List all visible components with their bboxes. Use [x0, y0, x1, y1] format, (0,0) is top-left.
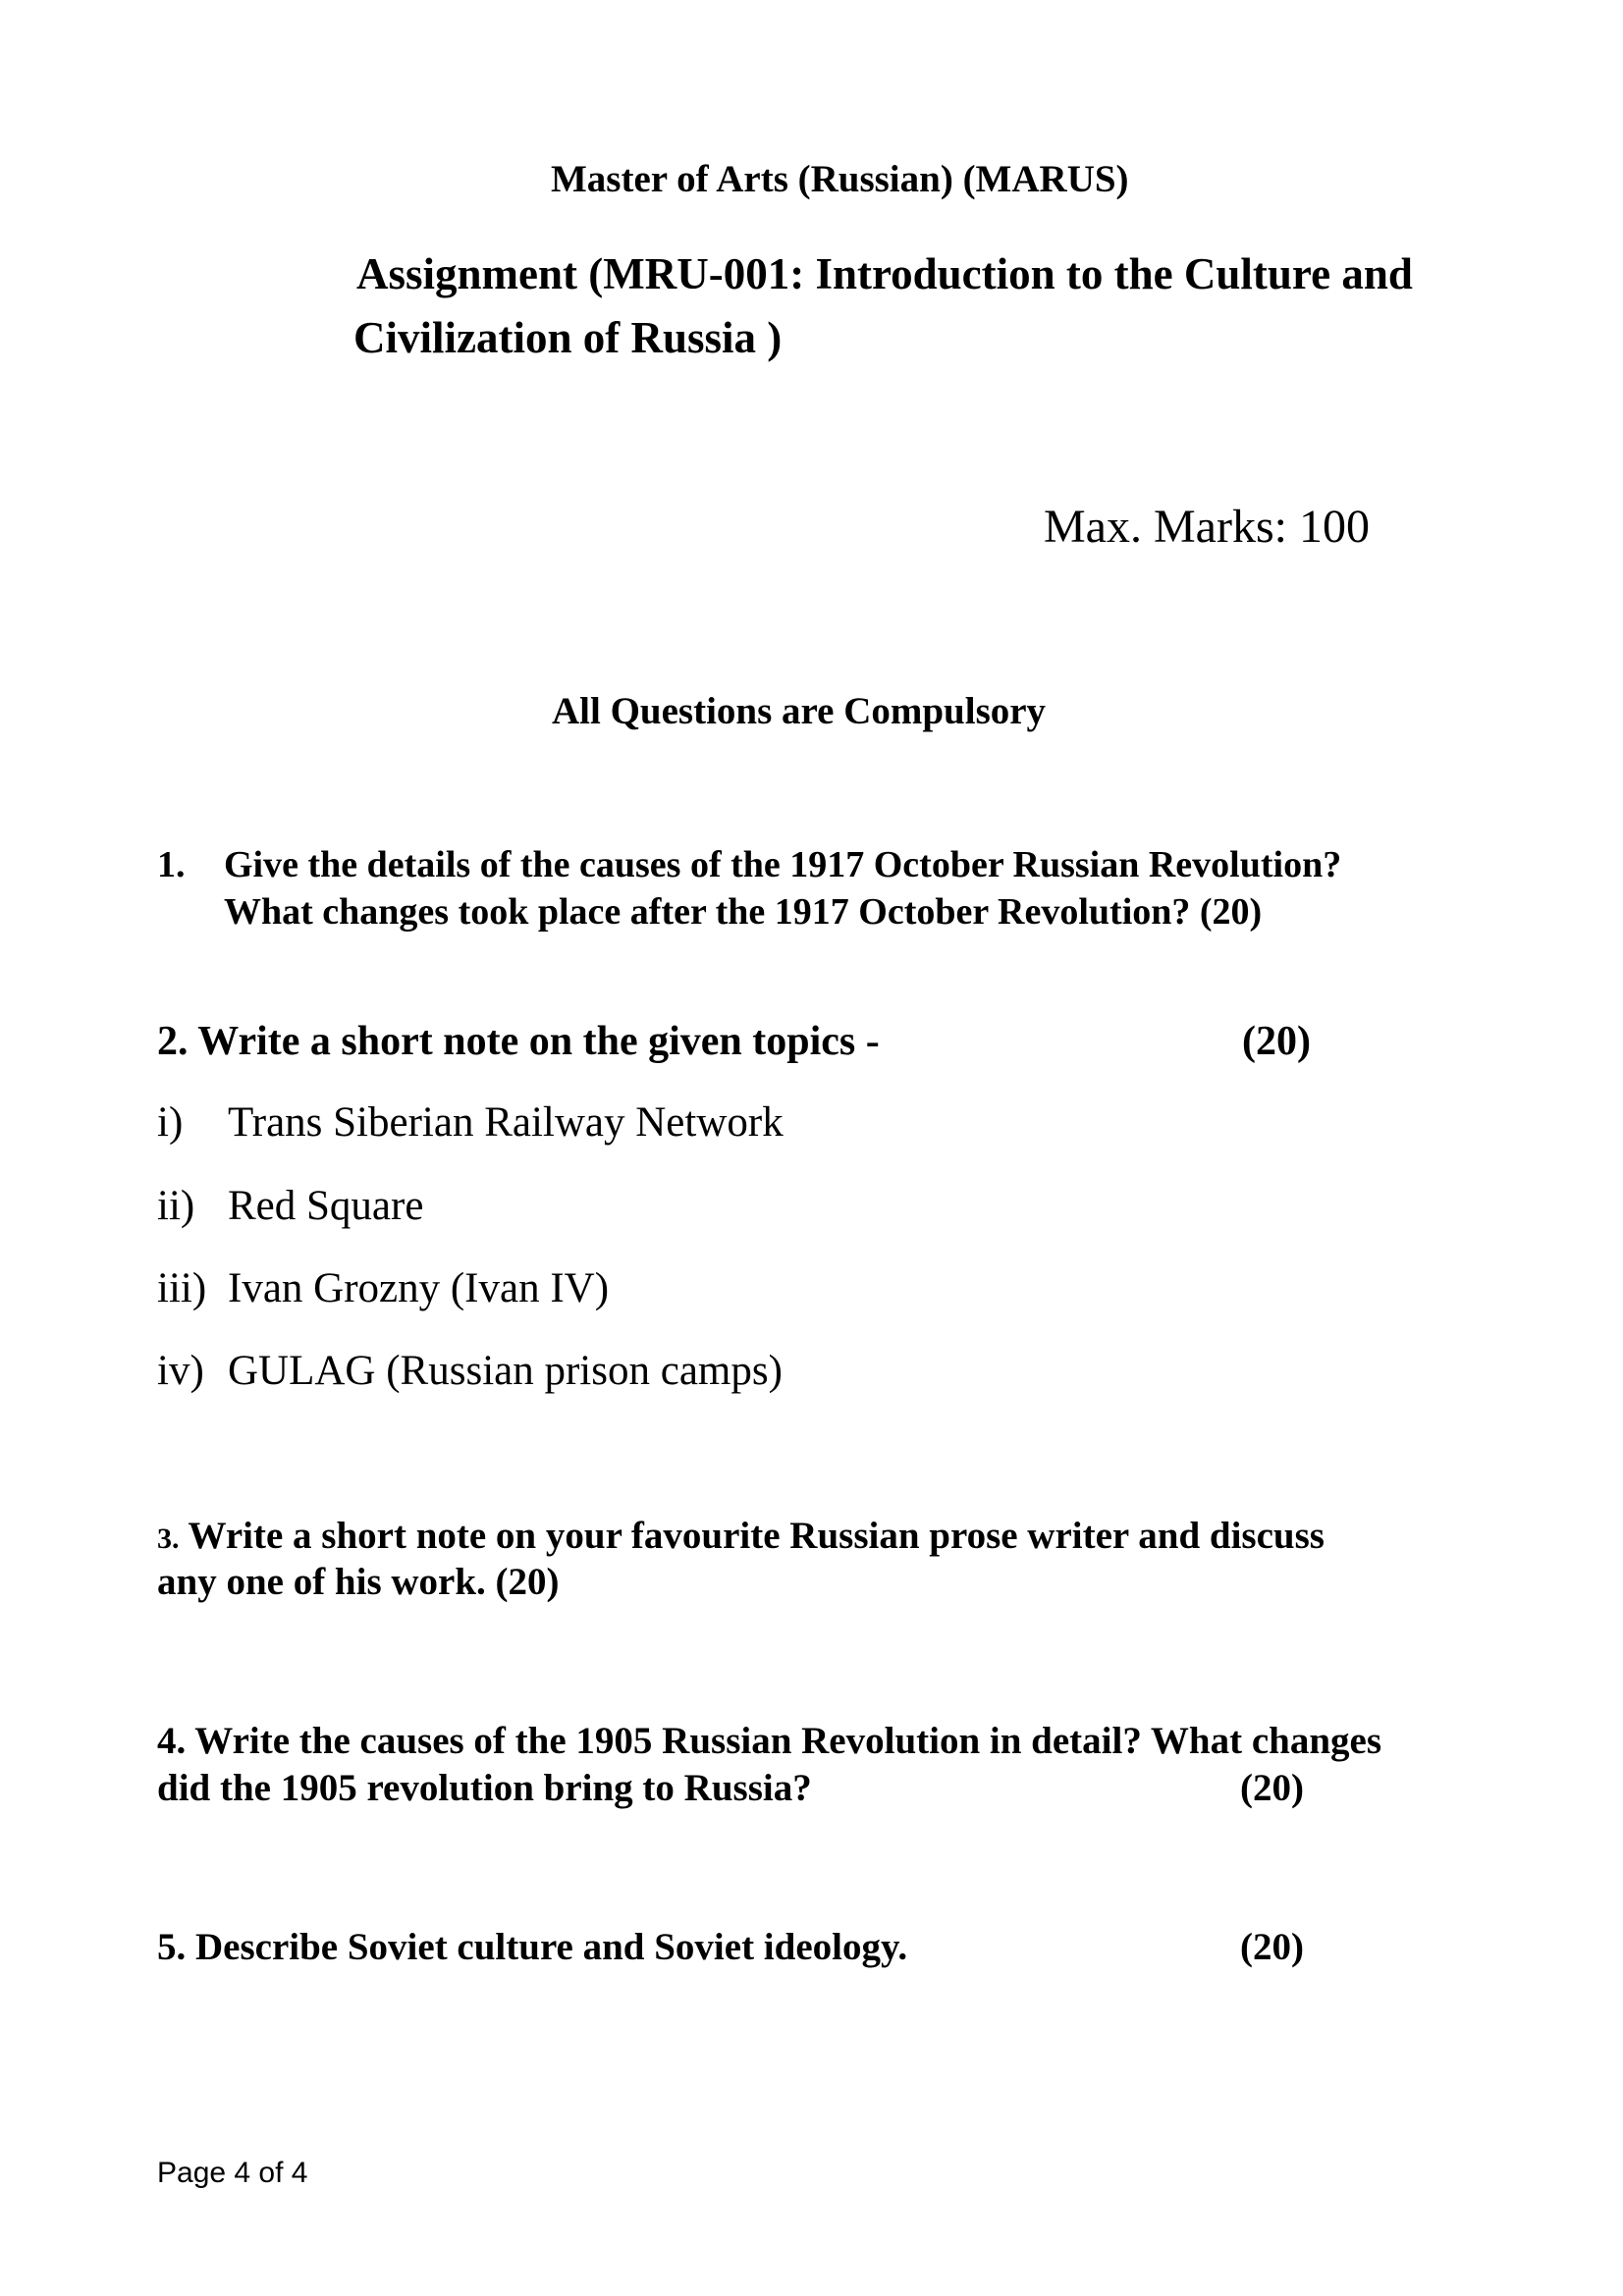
question-text: Write a short note on your favourite Russian prose writer and discuss [179, 1515, 1325, 1557]
assignment-title-line2: Civilization of Russia ) [353, 313, 783, 362]
question-text: 2. Write a short note on the given topics - [157, 1019, 880, 1064]
question-text-line1 [157, 1517, 1325, 1555]
question-text: 5. Describe Soviet culture and Soviet ideology. [157, 1926, 908, 1968]
instruction: All Questions are Compulsory [552, 690, 1047, 732]
question-text-line1: Give the details of the causes of the 1917 October Russian Revolution? [224, 844, 1342, 885]
sub-item-text: GULAG (Russian prison camps) [228, 1348, 783, 1394]
sub-item-text: Red Square [228, 1183, 424, 1229]
question-number: 1. [157, 844, 186, 885]
sub-item-label: iii) [157, 1265, 207, 1311]
sub-item-text: Ivan Grozny (Ivan IV) [228, 1265, 610, 1311]
question-marks: (20) [1240, 1926, 1304, 1968]
question-marks: (20) [1242, 1019, 1311, 1064]
question-text-line2: did the 1905 revolution bring to Russia? [157, 1767, 812, 1809]
sub-item-label: i) [157, 1099, 184, 1146]
question-marks: (20) [1240, 1767, 1304, 1809]
assignment-title-line1: Assignment (MRU-001: Introduction to the Culture and [356, 249, 1413, 298]
page-number: Page 4 of 4 [157, 2157, 308, 2189]
question-text-line2: any one of his work. (20) [157, 1561, 560, 1603]
sub-item-label: iv) [157, 1348, 204, 1394]
question-text-line1: 4. Write the causes of the 1905 Russian Revolution in detail? What changes [157, 1720, 1381, 1762]
question-text-line2: What changes took place after the 1917 October Revolution? (20) [224, 891, 1263, 933]
sub-item-text: Trans Siberian Railway Network [228, 1099, 784, 1146]
question-number: 3. [157, 1522, 180, 1555]
program-title: Master of Arts (Russian) (MARUS) [551, 158, 1129, 200]
max-marks: Max. Marks: 100 [1044, 501, 1370, 553]
sub-item-label: ii) [157, 1183, 195, 1229]
